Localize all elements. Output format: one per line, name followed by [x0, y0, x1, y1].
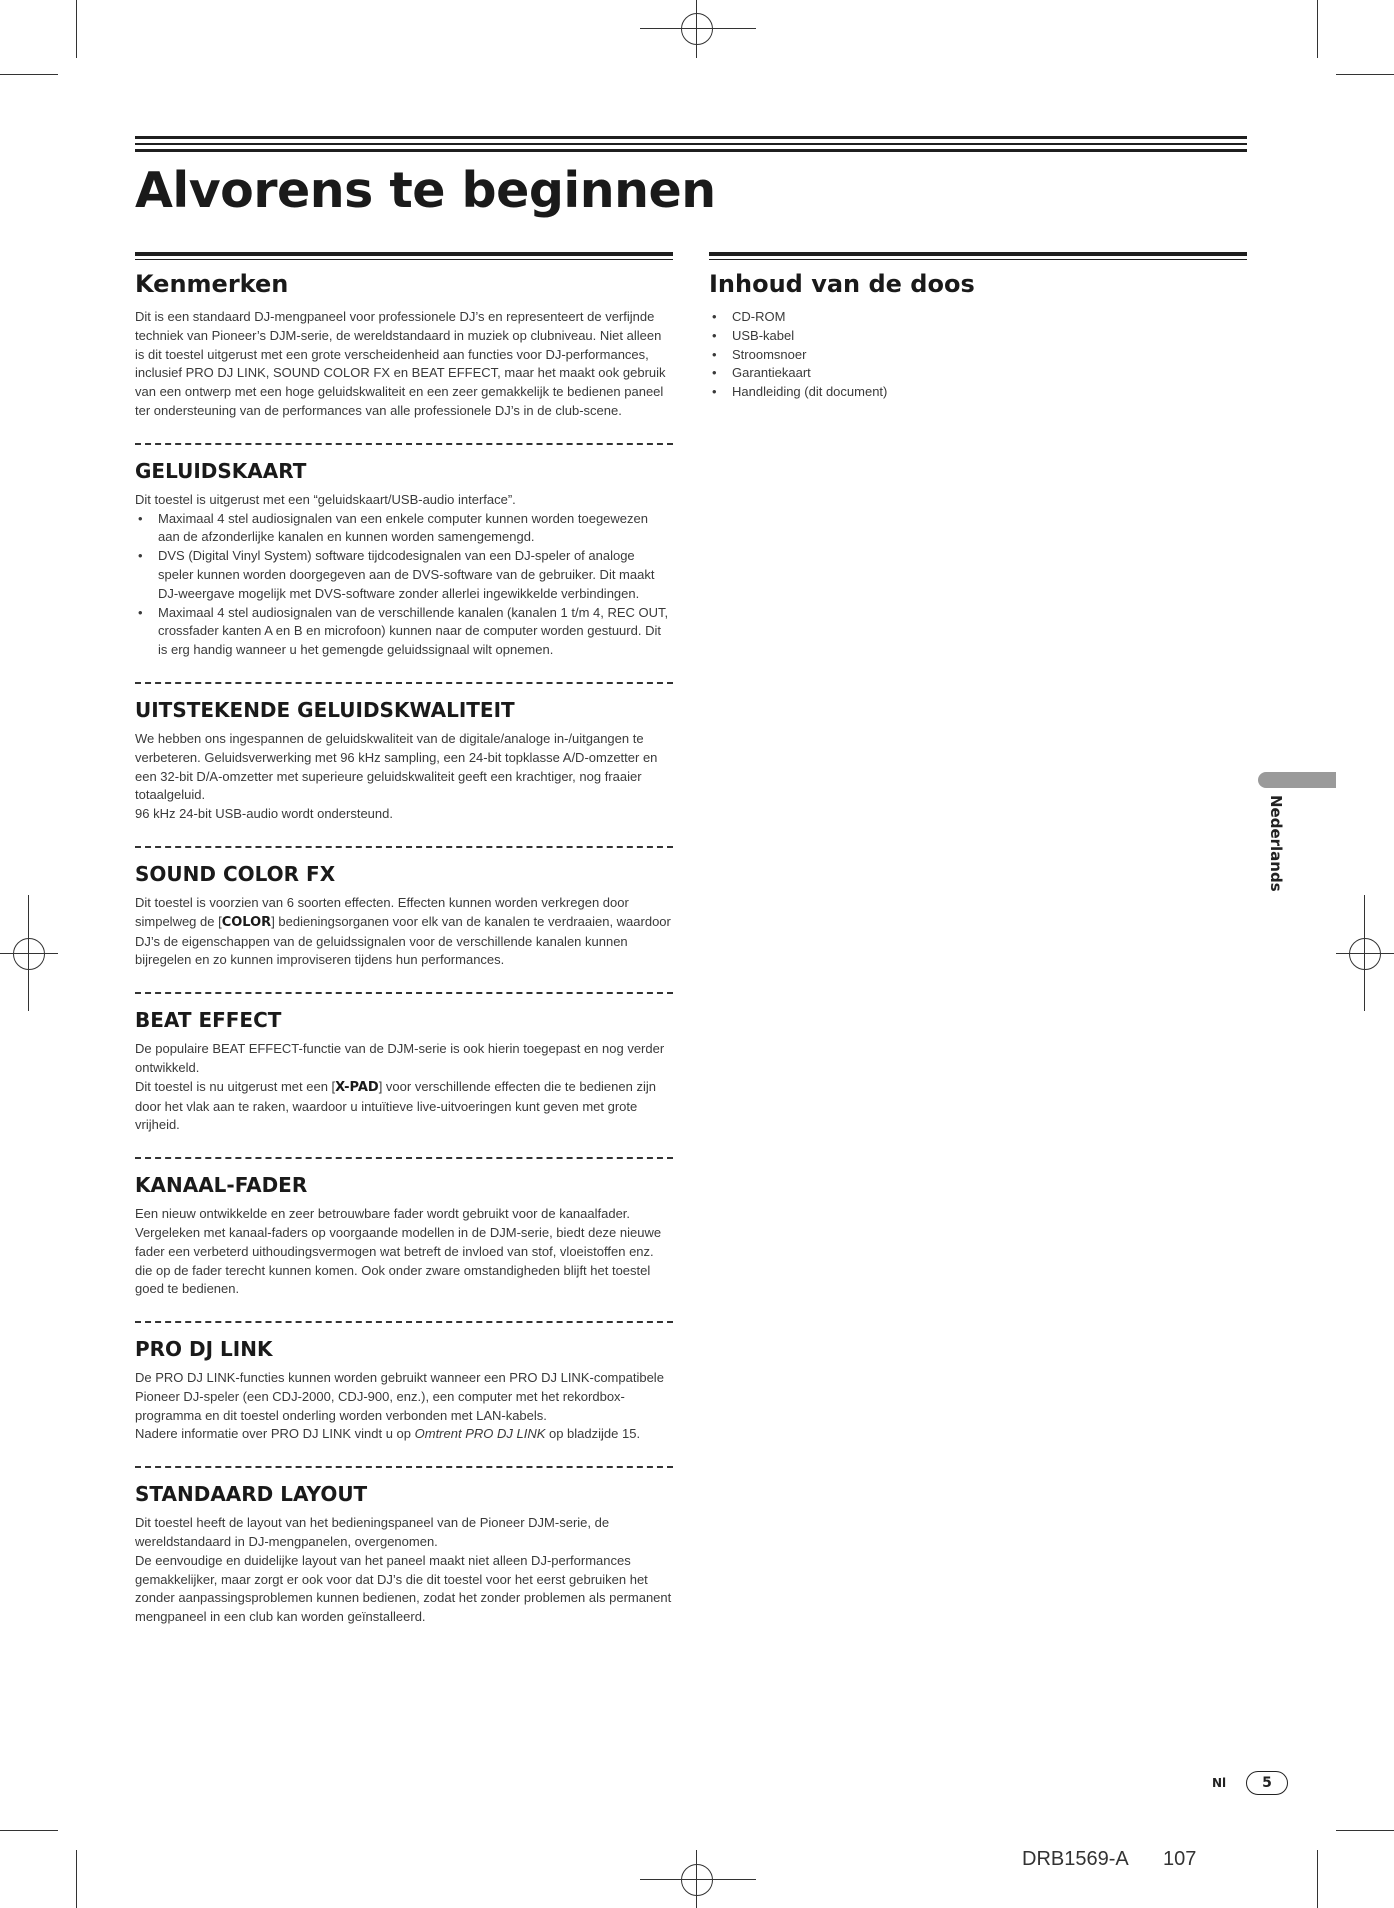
section-heading-inhoud: Inhoud van de doos — [709, 270, 975, 298]
pro-dj-link-text: De PRO DJ LINK-functies kunnen worden gebruikt wanneer een PRO DJ LINK-compatibele Pioneer DJ-speler (een CDJ-2000, CDJ-900, enz.), een computer met het rekordbox-programma en dit toestel onderling worden verbonden met LAN-kabels. — [135, 1370, 664, 1423]
text-span: Dit toestel is voorzien van 6 soorten effecten. Effecten kunnen worden verkregen door simpelweg de [ — [135, 894, 629, 929]
section-divider — [135, 1321, 673, 1323]
section-divider — [135, 1157, 673, 1159]
section-heading-pro-dj-link: PRO DJ LINK — [135, 1337, 273, 1362]
geluidskaart-intro: Dit toestel is uitgerust met een “geluidskaart/USB-audio interface”. — [135, 491, 516, 507]
text-span: Nadere informatie over PRO DJ LINK vindt u op — [135, 1426, 415, 1442]
section-rule — [709, 252, 1247, 256]
list-item: • Stroomsnoer — [709, 346, 1247, 365]
section-divider — [135, 846, 673, 848]
crop-mark — [696, 0, 697, 58]
crop-mark — [0, 953, 58, 954]
language-tab — [1258, 772, 1336, 788]
crop-mark — [1317, 0, 1318, 58]
geluidskaart-list — [135, 510, 673, 660]
crop-mark — [76, 1850, 77, 1908]
registration-mark — [681, 1864, 713, 1896]
crop-mark — [640, 28, 756, 29]
text-span: ] voor verschillende effecten die te bedienen zijn door het vlak aan te raken, waardoor u intuïtieve live-uitvoeringen kunt geven met grote vrijheid. — [135, 1078, 656, 1133]
document-code: DRB1569-A — [1022, 1848, 1129, 1870]
section-heading-kanaal-fader: KANAAL-FADER — [135, 1173, 308, 1198]
standaard-layout-text: Dit toestel heeft de layout van het bedieningspaneel van de Pioneer DJM-serie, de wereldstandaard in DJ-mengpanelen, overgenomen. — [135, 1515, 610, 1550]
crop-mark — [0, 1830, 58, 1831]
list-item: • CD-ROM — [709, 308, 1247, 327]
registration-mark — [1349, 938, 1381, 970]
crop-mark — [1317, 1850, 1318, 1908]
box-contents-list — [709, 308, 1247, 402]
text-span: Dit toestel is nu uitgerust met een [ — [135, 1078, 336, 1094]
keyword-color: COLOR — [221, 914, 272, 930]
title-rule — [135, 149, 1247, 152]
crop-mark — [1336, 74, 1394, 75]
page-title: Alvorens te beginnen — [135, 162, 716, 219]
left-column — [135, 252, 673, 1627]
list-item: • Garantiekaart — [709, 364, 1247, 383]
list-item: • Maximaal 4 stel audiosignalen van een enkele computer kunnen worden toegewezen aan de afzonderlijke kanalen en kunnen worden samengemengd. — [135, 510, 673, 548]
title-rule — [135, 136, 1247, 139]
section-divider — [135, 682, 673, 684]
section-heading-beat-effect: BEAT EFFECT — [135, 1008, 282, 1033]
language-tab-label: Nederlands — [1267, 795, 1285, 892]
section-heading-kenmerken: Kenmerken — [135, 270, 289, 298]
document-page-number: 107 — [1163, 1848, 1197, 1870]
page-number-badge: 5 — [1246, 1771, 1288, 1795]
section-divider — [135, 992, 673, 994]
title-rule — [135, 143, 1247, 145]
keyword-x-pad: X-PAD — [335, 1079, 379, 1095]
section-heading-geluidskaart: GELUIDSKAART — [135, 458, 307, 483]
standaard-layout-detail: De eenvoudige en duidelijke layout van het paneel maakt niet alleen DJ-performances gemakkelijker, maar zorgt er ook voor dat DJ’s die dit toestel voor het eerst gebruiken het zonder aanpassingsproblemen kunnen bedienen, zodat het zonder problemen als permanent mengpaneel in een club kan worden geïnstalleerd. — [135, 1552, 672, 1625]
text-span: ] bedieningsorganen voor elk van de kanalen te verdraaien, waardoor DJ’s de eigenschappen van de geluidssignalen voor de verschillende kanalen kunnen bijregelen en zo kunnen improviseren tijdens hun performances. — [135, 913, 671, 968]
list-item: • USB-kabel — [709, 327, 1247, 346]
section-heading-sound-color-fx: SOUND COLOR FX — [135, 861, 336, 886]
crop-mark — [1336, 1830, 1394, 1831]
cross-reference-link[interactable]: Omtrent PRO DJ LINK — [414, 1426, 546, 1442]
section-divider — [135, 1466, 673, 1468]
crop-mark — [1336, 953, 1394, 954]
section-rule — [135, 252, 673, 256]
beat-effect-text: De populaire BEAT EFFECT-functie van de DJM-serie is ook hierin toegepast en nog verder ontwikkeld. — [135, 1041, 665, 1075]
section-heading-geluidskwaliteit: UITSTEKENDE GELUIDSKWALITEIT — [135, 697, 515, 722]
crop-mark — [1364, 895, 1365, 1011]
crop-mark — [76, 0, 77, 58]
crop-mark — [0, 74, 58, 75]
registration-mark — [13, 938, 45, 970]
list-item: • DVS (Digital Vinyl System) software tijdcodesignalen van een DJ-speler of analoge speler kunnen worden doorgegeven aan de DVS-software van de gebruiker. Dit maakt DJ-weergave mogelijk met DVS-software zonder allerlei ingewikkelde verbindingen. — [135, 547, 673, 603]
geluidskwaliteit-note: 96 kHz 24-bit USB-audio wordt ondersteund. — [135, 806, 393, 822]
section-heading-standaard-layout: STANDAARD LAYOUT — [135, 1482, 368, 1507]
kenmerken-text: Dit is een standaard DJ-mengpaneel voor professionele DJ’s en representeert de verfijnde techniek van Pioneer’s DJM-serie, de wereldstandaard in muziek op clubniveau. Niet alleen is dit toestel uitgerust met een grote verscheidenheid aan functies voor DJ-performances, inclusief PRO DJ LINK, SOUND COLOR FX en BEAT EFFECT, maar het maakt ook gebruik van een ontwerp met een hoge geluidskwaliteit en een zeer gemakkelijk te bedienen paneel ter ondersteuning van de performances van alle professionele DJ’s in de club-scene. — [135, 309, 666, 418]
list-item: • Handleiding (dit document) — [709, 383, 1247, 402]
sound-color-fx-text — [135, 894, 673, 970]
footer-language: Nl — [1212, 1776, 1227, 1790]
crop-mark — [28, 895, 29, 1011]
pro-dj-link-reference — [135, 1425, 673, 1444]
registration-mark — [681, 13, 713, 45]
beat-effect-xpad — [135, 1078, 673, 1135]
crop-mark — [696, 1850, 697, 1908]
geluidskwaliteit-text: We hebben ons ingespannen de geluidskwaliteit van de digitale/analoge in-/uitgangen te verbeteren. Geluidsverwerking met 96 kHz sampling, een 24-bit topklasse A/D-omzetter en een 32-bit D/A-omzetter met superieure geluidskwaliteit geeft een krachtiger, nog fraaier totaalgeluid. — [135, 730, 658, 803]
kanaal-fader-text: Een nieuw ontwikkelde en zeer betrouwbare fader wordt gebruikt voor de kanaalfader. — [135, 1206, 631, 1222]
text-span: op bladzijde 15. — [545, 1426, 641, 1442]
crop-mark — [640, 1879, 756, 1880]
section-divider — [135, 443, 673, 445]
list-item: • Maximaal 4 stel audiosignalen van de verschillende kanalen (kanalen 1 t/m 4, REC OUT, crossfader kanten A en B en microfoon) kunnen naar de computer worden gestuurd. Dit is erg handig wanneer u het gemengde geluidssignaal wilt opnemen. — [135, 604, 673, 660]
kanaal-fader-detail: Vergeleken met kanaal-faders op voorgaande modellen in de DJM-serie, biedt deze nieuwe fader een verbeterd uithoudingsvermogen wat betreft de invloed van stof, vloeistoffen enz. die op de fader terecht kunnen komen. Ook onder zware omstandigheden blijft het toestel goed te bedienen. — [135, 1224, 662, 1297]
right-column — [709, 252, 1247, 402]
